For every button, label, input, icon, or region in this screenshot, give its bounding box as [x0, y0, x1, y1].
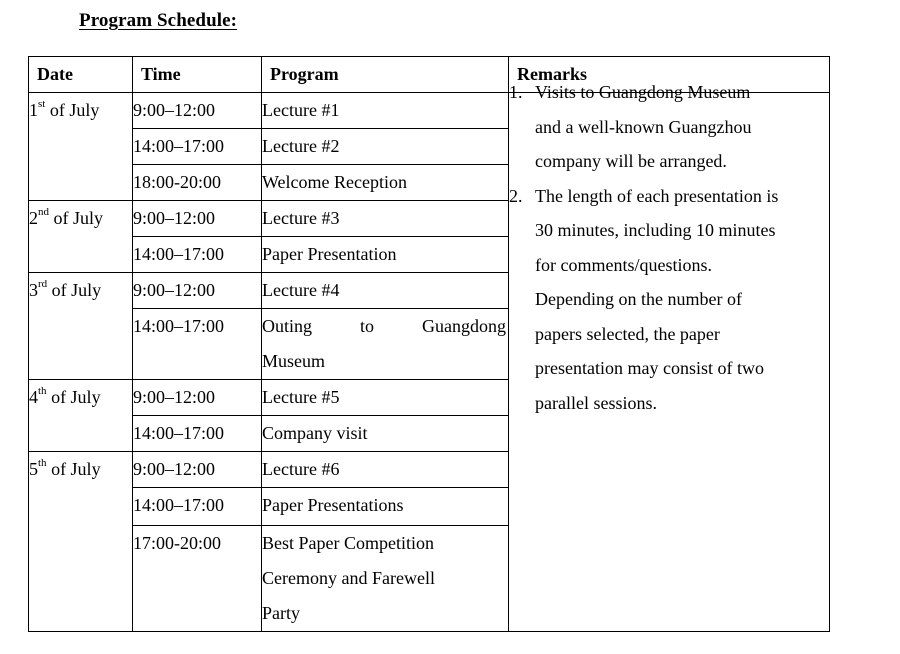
remarks-item — [509, 75, 829, 179]
program-cell: Lecture #5 — [262, 380, 509, 416]
time-cell: 9:00–12:00 — [133, 273, 262, 309]
time-cell: 9:00–12:00 — [133, 452, 262, 488]
program-cell: Lecture #1 — [262, 93, 509, 129]
time-cell: 9:00–12:00 — [133, 93, 262, 129]
remarks-item-number: 2. — [509, 185, 523, 206]
remarks-item-text: The length of each presentation is 30 minutes, including 10 minutes for comments/questions. — [535, 185, 779, 275]
column-header-date: Date — [29, 57, 133, 93]
remarks-note: Depending on the number of papers selected, the paper presentation may consist of two parallel sessions. — [535, 289, 764, 413]
time-cell: 17:00-20:00 — [133, 526, 262, 632]
remarks-list — [509, 75, 829, 420]
time-cell: 18:00-20:00 — [133, 165, 262, 201]
program-cell: Lecture #6 — [262, 452, 509, 488]
program-cell: Outing to Guangdong Museum — [262, 309, 509, 380]
date-cell: 5th of July — [29, 452, 133, 632]
date-cell: 1st of July — [29, 93, 133, 201]
remarks-item-number: 1. — [509, 82, 523, 102]
program-cell: Paper Presentation — [262, 237, 509, 273]
time-cell: 14:00–17:00 — [133, 237, 262, 273]
schedule-table — [28, 56, 830, 632]
table-row — [29, 93, 830, 129]
program-cell: Welcome Reception — [262, 165, 509, 201]
date-cell: 4th of July — [29, 380, 133, 452]
time-cell: 9:00–12:00 — [133, 380, 262, 416]
column-header-program: Program — [262, 57, 509, 93]
program-cell: Lecture #4 — [262, 273, 509, 309]
column-header-time: Time — [133, 57, 262, 93]
program-cell: Company visit — [262, 416, 509, 452]
remarks-cell — [509, 82, 830, 632]
column-header-remarks: Remarks — [509, 57, 830, 93]
program-cell: Paper Presentations — [262, 488, 509, 526]
date-cell: 2nd of July — [29, 201, 133, 273]
time-cell: 14:00–17:00 — [133, 488, 262, 526]
time-cell: 9:00–12:00 — [133, 201, 262, 237]
remarks-item — [509, 179, 829, 283]
time-cell: 14:00–17:00 — [133, 129, 262, 165]
page-heading: Program Schedule: — [79, 10, 238, 31]
program-cell: Best Paper Competition Ceremony and Farewell Party — [262, 526, 509, 632]
program-cell: Lecture #3 — [262, 201, 509, 237]
time-cell: 14:00–17:00 — [133, 309, 262, 380]
date-cell: 3rd of July — [29, 273, 133, 380]
remarks-item-text: Visits to Guangdong Museum and a well-known Guangzhou company will be arranged. — [535, 82, 752, 171]
time-cell: 14:00–17:00 — [133, 416, 262, 452]
program-cell: Lecture #2 — [262, 129, 509, 165]
